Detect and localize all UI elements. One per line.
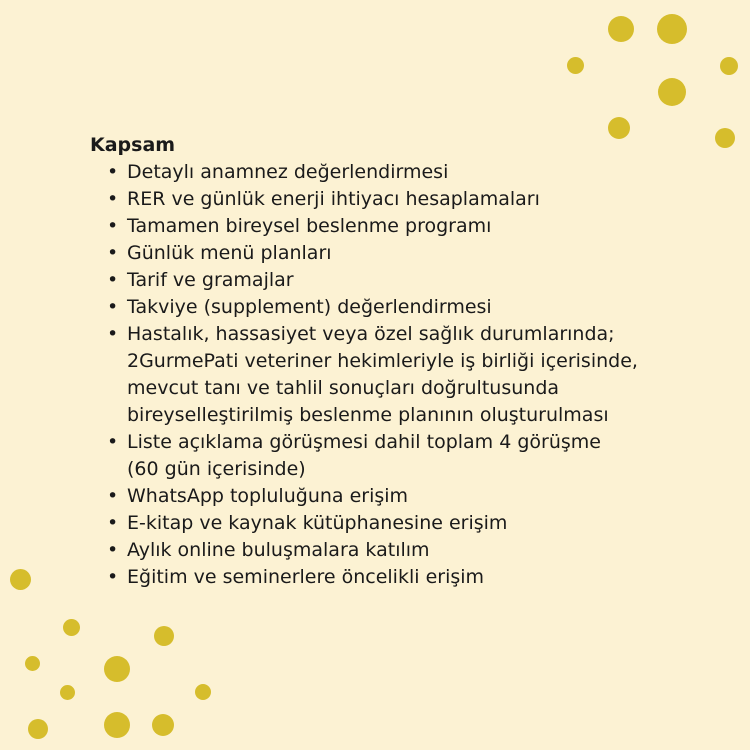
list-item xyxy=(90,483,730,510)
list-item xyxy=(90,159,730,186)
bullet-icon: • xyxy=(107,512,119,534)
list-item xyxy=(90,429,730,483)
list-item xyxy=(90,294,730,321)
bullet-icon: • xyxy=(107,566,119,588)
decorative-dot xyxy=(658,78,686,106)
list-item-text: Hastalık, hassasiyet veya özel sağlık durumlarında; 2GurmePati veteriner hekimleriyle iş birliği içerisinde, mevcut tanı ve tahlil sonuçları doğrultusunda bireyselleştirilmiş beslenme planının oluşturulması xyxy=(127,323,638,426)
bullet-icon: • xyxy=(107,539,119,561)
decorative-dot xyxy=(152,714,174,736)
list-item-text: E-kitap ve kaynak kütüphanesine erişim xyxy=(127,512,508,534)
list-item xyxy=(90,321,730,429)
list-item-text: WhatsApp topluluğuna erişim xyxy=(127,485,409,507)
decorative-dot xyxy=(104,712,130,738)
list-item-text: RER ve günlük enerji ihtiyacı hesaplamaları xyxy=(127,188,540,210)
list-item-text: Günlük menü planları xyxy=(127,242,332,264)
list-item-text: Detaylı anamnez değerlendirmesi xyxy=(127,161,449,183)
decorative-dot xyxy=(25,656,40,671)
decorative-dot xyxy=(60,685,75,700)
bullet-icon: • xyxy=(107,215,119,237)
list-item xyxy=(90,564,730,591)
bullet-icon: • xyxy=(107,485,119,507)
decorative-dot xyxy=(195,684,211,700)
decorative-dot xyxy=(104,656,130,682)
list-item xyxy=(90,510,730,537)
decorative-dot xyxy=(10,569,31,590)
list-item xyxy=(90,213,730,240)
list-item-text: Tamamen bireysel beslenme programı xyxy=(127,215,492,237)
bullet-icon: • xyxy=(107,296,119,318)
list-item-text: Tarif ve gramajlar xyxy=(127,269,294,291)
list-item xyxy=(90,240,730,267)
bullet-icon: • xyxy=(107,242,119,264)
bullet-icon: • xyxy=(107,269,119,291)
section-heading: Kapsam xyxy=(90,134,176,156)
decorative-dot xyxy=(567,57,584,74)
list-item-text: Aylık online buluşmalara katılım xyxy=(127,539,430,561)
decorative-dot xyxy=(63,619,80,636)
scope-section xyxy=(90,133,730,591)
list-item-text: Liste açıklama görüşmesi dahil toplam 4 görüşme (60 gün içerisinde) xyxy=(127,431,601,480)
list-item-text: Eğitim ve seminerlere öncelikli erişim xyxy=(127,566,485,588)
decorative-dot xyxy=(720,57,738,75)
bullet-icon: • xyxy=(107,431,119,453)
scope-list xyxy=(90,159,730,591)
list-item xyxy=(90,267,730,294)
decorative-dot xyxy=(608,16,634,42)
list-item xyxy=(90,186,730,213)
decorative-dot xyxy=(28,719,48,739)
decorative-dot xyxy=(154,626,174,646)
bullet-icon: • xyxy=(107,161,119,183)
list-item xyxy=(90,537,730,564)
list-item-text: Takviye (supplement) değerlendirmesi xyxy=(127,296,492,318)
decorative-dot xyxy=(657,14,687,44)
bullet-icon: • xyxy=(107,188,119,210)
bullet-icon: • xyxy=(107,323,119,345)
